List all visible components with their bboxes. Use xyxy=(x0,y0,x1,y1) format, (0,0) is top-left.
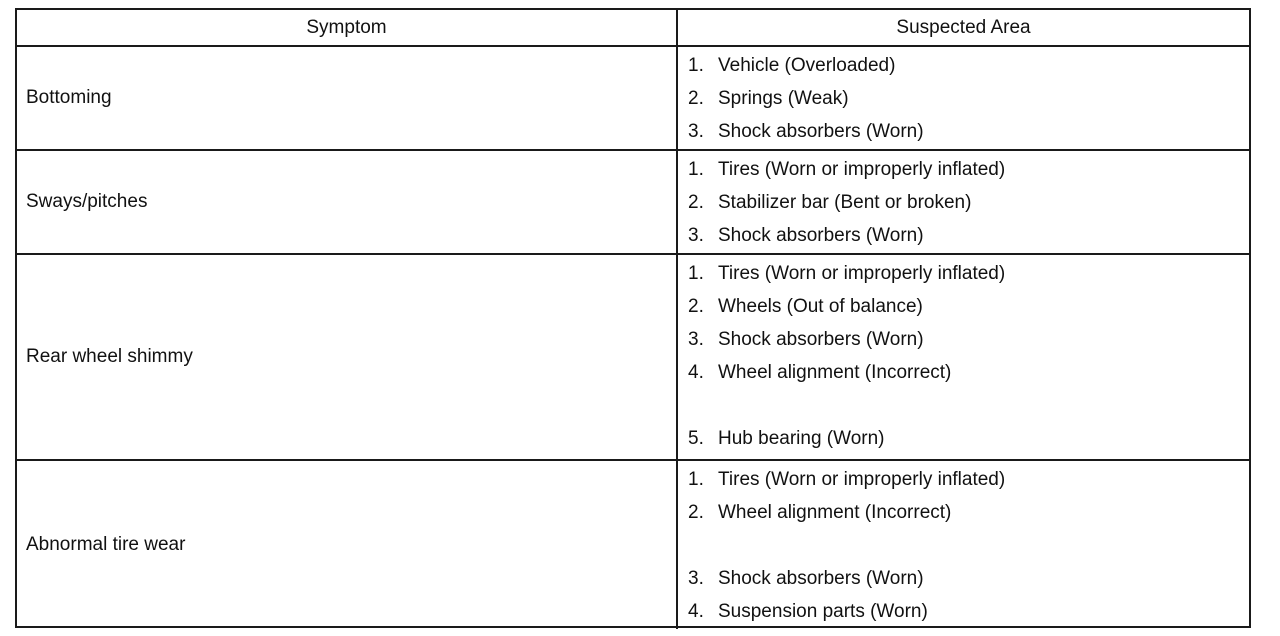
list-item xyxy=(678,290,1249,323)
header-symptom: Symptom xyxy=(17,10,677,46)
item-text: Tires (Worn or improperly inflated) xyxy=(718,263,1006,284)
item-text: Tires (Worn or improperly inflated) xyxy=(718,159,1006,180)
item-text: Shock absorbers (Worn) xyxy=(718,568,924,589)
item-number: 2. xyxy=(688,502,704,523)
symptom-cell: Abnormal tire wear xyxy=(17,460,677,629)
item-text: Tires (Worn or improperly inflated) xyxy=(718,469,1006,490)
item-text: Suspension parts (Worn) xyxy=(718,601,928,622)
header-row xyxy=(17,10,1249,46)
list-item xyxy=(678,323,1249,356)
list-item xyxy=(678,219,1249,252)
item-number: 1. xyxy=(688,469,704,490)
list-item xyxy=(678,82,1249,115)
list-item xyxy=(678,356,1249,389)
item-number: 3. xyxy=(688,329,704,350)
symptom-cell: Sways/pitches xyxy=(17,150,677,254)
symptom-table xyxy=(15,8,1251,628)
table-row xyxy=(17,150,1249,254)
table-row xyxy=(17,254,1249,460)
list-item xyxy=(678,49,1249,82)
item-number: 3. xyxy=(688,568,704,589)
item-number: 4. xyxy=(688,601,704,622)
list-item xyxy=(678,422,1249,455)
item-number: 1. xyxy=(688,55,704,76)
list-spacer xyxy=(678,529,1249,562)
item-text: Vehicle (Overloaded) xyxy=(718,55,896,76)
suspected-area-cell xyxy=(677,254,1249,460)
item-text: Shock absorbers (Worn) xyxy=(718,121,924,142)
list-spacer xyxy=(678,389,1249,422)
symptom-cell: Bottoming xyxy=(17,46,677,150)
item-text: Wheel alignment (Incorrect) xyxy=(718,502,952,523)
suspected-area-cell xyxy=(677,46,1249,150)
symptom-cell: Rear wheel shimmy xyxy=(17,254,677,460)
item-text: Hub bearing (Worn) xyxy=(718,428,885,449)
item-number: 5. xyxy=(688,428,704,449)
table-row xyxy=(17,46,1249,150)
item-text: Wheels (Out of balance) xyxy=(718,296,923,317)
list-item xyxy=(678,595,1249,628)
item-text: Shock absorbers (Worn) xyxy=(718,329,924,350)
item-text: Springs (Weak) xyxy=(718,88,849,109)
item-text: Stabilizer bar (Bent or broken) xyxy=(718,192,972,213)
symptom-table-grid xyxy=(17,10,1249,629)
item-number: 1. xyxy=(688,159,704,180)
list-item xyxy=(678,463,1249,496)
list-item xyxy=(678,115,1249,148)
item-number: 4. xyxy=(688,362,704,383)
item-number: 3. xyxy=(688,225,704,246)
list-item xyxy=(678,186,1249,219)
item-text: Wheel alignment (Incorrect) xyxy=(718,362,952,383)
item-text: Shock absorbers (Worn) xyxy=(718,225,924,246)
suspected-area-cell xyxy=(677,460,1249,629)
item-number: 2. xyxy=(688,296,704,317)
item-number: 1. xyxy=(688,263,704,284)
list-item xyxy=(678,562,1249,595)
item-number: 2. xyxy=(688,88,704,109)
suspected-area-cell xyxy=(677,150,1249,254)
list-item xyxy=(678,496,1249,529)
header-suspected-area: Suspected Area xyxy=(677,10,1249,46)
item-number: 3. xyxy=(688,121,704,142)
list-item xyxy=(678,153,1249,186)
list-item xyxy=(678,257,1249,290)
item-number: 2. xyxy=(688,192,704,213)
table-row xyxy=(17,460,1249,629)
